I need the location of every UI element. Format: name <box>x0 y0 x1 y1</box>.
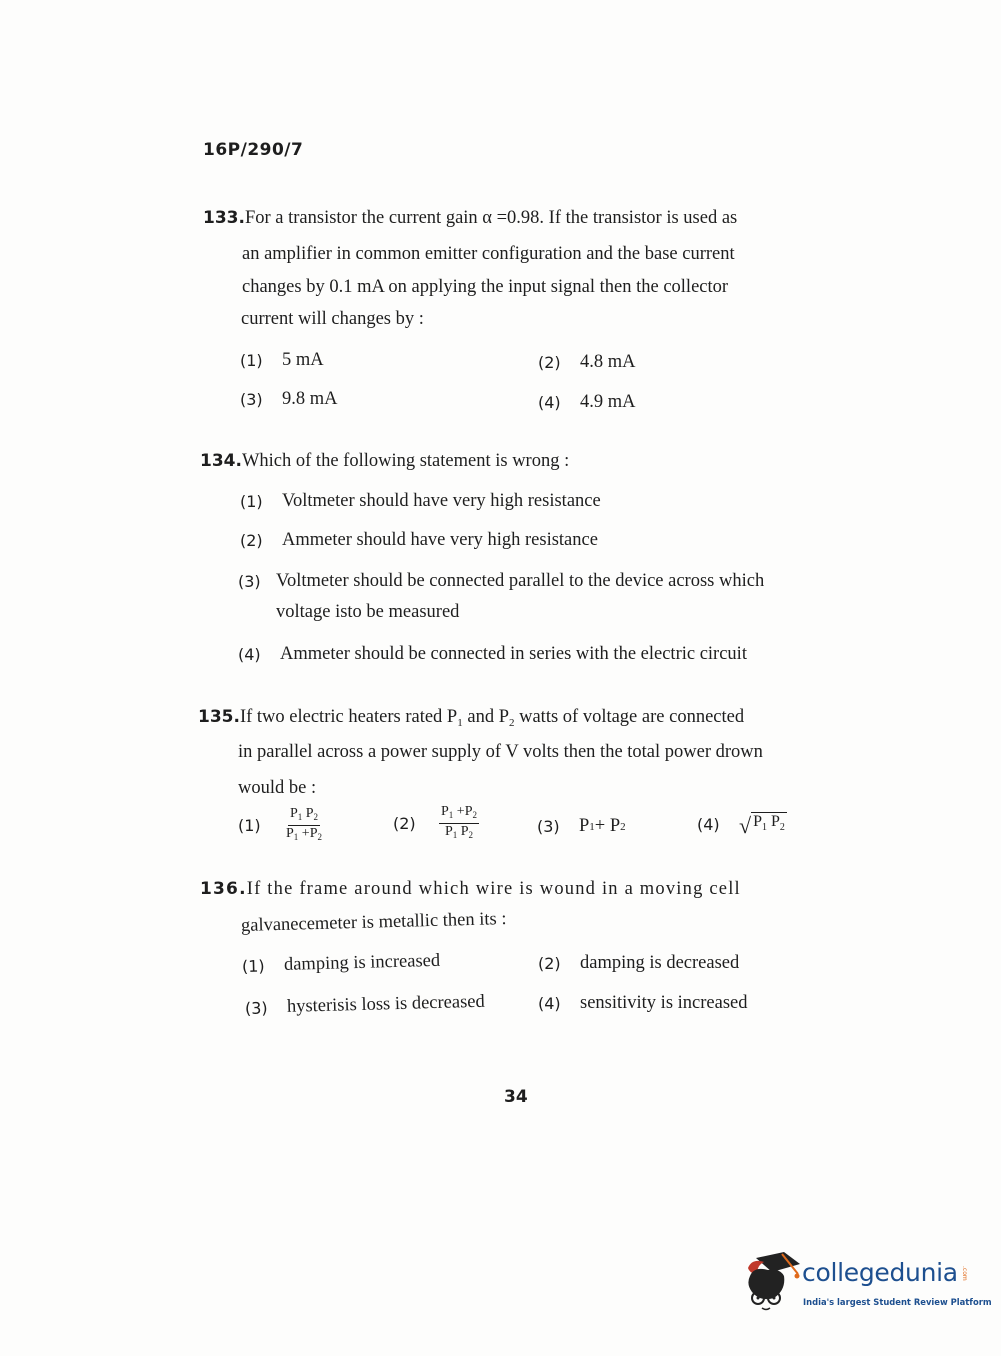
question-text: current will changes by : <box>241 309 424 329</box>
question-text: an amplifier in common emitter configuration and the base current <box>242 244 735 264</box>
square-root: √ $P_1$ $P_2$ <box>739 813 785 838</box>
option-2: (2) $\frac{P_1 +P_2}{P_1 P_2}$ <box>393 804 479 843</box>
question-text: If the frame around which wire is wound in a moving cell <box>246 879 741 899</box>
option-3-continued: voltage isto be measured <box>276 602 460 622</box>
logo-wordmark: collegedunia <box>802 1258 958 1287</box>
exam-page: 16P/290/7 133.For a transistor the current gain α =0.98. If the transistor is used as an amplifier in common emitter configuration and the base current changes by 0.1 mA on applying the input signal then the collector current will changes by : (1) 5 mA (2) 4.8 mA (3) 9.8 mA (4) 4.9 mA 134.Which of the following statement is wrong : (1) Voltmeter should have very high resistance (2) Ammeter should have very high resistance (3) Voltmeter should be connected parallel to the device across which voltage isto be measured (4) Ammeter should be connected in series with the electric circuit 135.If two electric heaters rated $P_1$ and $P_2$ watts of voltage are connected in parallel across a power supply of V volts then the total power drown would be : (1) $\frac{P_1 P_2}{P_1 +P_2}$ (2) $\frac{P_1 +P_2}{P_1 P_2}$ (3) P 1 + P 2 (4) √ $P_1$ $P_2$ 136.If the frame around which wire is wound in a moving cell galvanecemeter is metallic then its : (1) damping is increased (2) damping is decreased (3) hysterisis loss is decreased (4) sensitivity is increased 34 collegedunia .com India's largest Student Review Platform <box>0 0 1001 1356</box>
option-1: (1) $\frac{P_1 P_2}{P_1 +P_2}$ <box>238 806 324 845</box>
option-3: (3) 9.8 mA <box>240 389 338 409</box>
option-1: (1) 5 mA <box>240 350 324 370</box>
option-3: (3) P 1 + P 2 <box>537 816 626 836</box>
question-number: 133. <box>203 208 245 228</box>
logo-suffix: .com <box>961 1266 968 1281</box>
option-4: (4) sensitivity is increased <box>538 993 748 1013</box>
mascot-icon <box>744 1252 802 1314</box>
option-2: (2) 4.8 mA <box>538 352 636 372</box>
question-text: in parallel across a power supply of V volts then the total power drown <box>238 742 763 762</box>
option-2: (2) Ammeter should have very high resistance <box>240 530 598 550</box>
fraction: $\frac{P_1 +P_2}{P_1 P_2}$ <box>441 804 477 840</box>
question-number: 136. <box>200 879 247 899</box>
option-4: (4) Ammeter should be connected in series with the electric circuit <box>238 644 747 664</box>
option-2: (2) damping is decreased <box>538 953 740 973</box>
logo-tagline: India's largest Student Review Platform <box>803 1297 992 1307</box>
question-text: For a transistor the current gain α =0.98. If the transistor is used as <box>244 208 738 228</box>
paper-code: 16P/290/7 <box>203 140 304 160</box>
option-3: (3) Voltmeter should be connected parallel to the device across which <box>238 571 765 591</box>
fraction: $\frac{P_1 P_2}{P_1 +P_2}$ <box>286 806 322 842</box>
question-text: changes by 0.1 mA on applying the input signal then the collector <box>242 277 729 297</box>
question-number: 135. <box>198 707 240 727</box>
option-4: (4) 4.9 mA <box>538 392 636 412</box>
question-text: galvanecemeter is metallic then its : <box>240 909 507 936</box>
question-number: 134. <box>200 451 242 471</box>
collegedunia-logo <box>744 1252 992 1322</box>
option-3: (3) hysterisis loss is decreased <box>244 991 485 1018</box>
option-4: (4) √ $P_1$ $P_2$ <box>697 813 785 838</box>
question-text: would be : <box>238 778 317 798</box>
option-1: (1) damping is increased <box>241 950 441 976</box>
question-text: Which of the following statement is wrong : <box>241 451 570 471</box>
option-1: (1) Voltmeter should have very high resistance <box>240 491 601 511</box>
page-number: 34 <box>504 1087 528 1107</box>
